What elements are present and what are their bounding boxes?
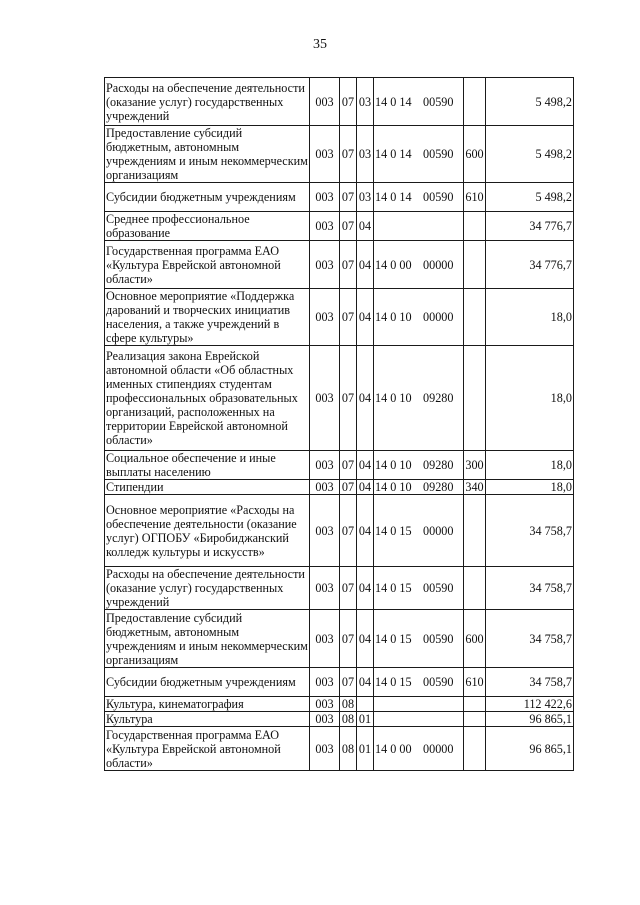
target-program-code: 14 0 15: [375, 523, 412, 538]
target-direction-code: 09280: [423, 458, 454, 472]
target-item-cell: [374, 480, 464, 495]
amount-cell: 18,0: [486, 451, 574, 480]
section-code-cell: 07: [340, 668, 357, 697]
admin-code-cell: 003: [310, 495, 340, 567]
expense-type-cell: [464, 346, 486, 451]
target-item-cell: [374, 567, 464, 610]
target-item-cell: [374, 289, 464, 346]
admin-code-cell: 003: [310, 241, 340, 289]
section-code-cell: 07: [340, 289, 357, 346]
table-row: [105, 610, 574, 668]
expense-type-cell: 300: [464, 451, 486, 480]
admin-code-cell: 003: [310, 480, 340, 495]
subsection-code-cell: [357, 697, 374, 712]
admin-code-cell: 003: [310, 697, 340, 712]
target-item-cell: [374, 727, 464, 771]
item-name-cell: Предоставление субсидий бюджетным, автономным учреждениям и иным некоммерческим организациям: [106, 126, 308, 182]
expense-type-cell: [464, 289, 486, 346]
amount-cell: 34 758,7: [486, 610, 574, 668]
admin-code-cell: 003: [310, 668, 340, 697]
target-direction-code: 00590: [423, 147, 454, 161]
amount-cell: 5 498,2: [486, 183, 574, 212]
target-program-code: 14 0 15: [375, 675, 412, 689]
target-item-cell: [374, 495, 464, 567]
expense-type-cell: [464, 727, 486, 771]
admin-code-cell: 003: [310, 451, 340, 480]
section-code-cell: 07: [340, 610, 357, 668]
target-item-cell: [374, 610, 464, 668]
subsection-code-cell: 03: [357, 126, 374, 183]
subsection-code-cell: 04: [357, 610, 374, 668]
target-program-code: 14 0 00: [375, 741, 412, 756]
item-name-cell: Государственная программа ЕАО «Культура Еврейской автономной области»: [105, 241, 310, 289]
expense-type-cell: 610: [464, 668, 486, 697]
amount-cell: 34 758,7: [486, 567, 574, 610]
expense-type-cell: 340: [465, 480, 484, 494]
target-item-cell: [374, 183, 464, 212]
table-row: [105, 668, 574, 697]
target-direction-code: 00590: [423, 581, 454, 595]
subsection-code-cell: 01: [357, 712, 374, 727]
section-code-cell: 07: [340, 126, 357, 183]
section-code-cell: 07: [340, 241, 357, 289]
expense-type-cell: [464, 78, 486, 126]
table-row: [105, 289, 574, 346]
budget-table-body: [105, 78, 574, 771]
item-name-cell: Стипендии: [105, 480, 310, 495]
table-row: [105, 712, 574, 727]
amount-cell: 5 498,2: [486, 126, 574, 183]
target-program-code: 14 0 14: [375, 147, 412, 161]
target-program-code: 14 0 10: [375, 458, 412, 472]
target-program-code: 14 0 10: [375, 310, 412, 324]
target-direction-code: 00590: [423, 631, 454, 646]
amount-cell: 34 758,7: [486, 668, 574, 697]
section-code-cell: 08: [340, 712, 357, 727]
admin-code-cell: 003: [310, 289, 340, 346]
target-program-code: 14 0 15: [375, 581, 412, 595]
table-row: [105, 241, 574, 289]
section-code-cell: 07: [340, 78, 357, 126]
amount-cell: 96 865,1: [486, 727, 574, 771]
table-row: [105, 346, 574, 451]
subsection-code-cell: 04: [357, 212, 374, 241]
admin-code-cell: 003: [310, 712, 340, 727]
target-item-cell: [374, 241, 464, 289]
amount-cell: 96 865,1: [486, 712, 574, 727]
target-program-code: 14 0 14: [375, 190, 412, 204]
target-program-code: 14 0 10: [375, 391, 412, 405]
section-code-cell: 07: [340, 480, 357, 495]
subsection-code-cell: 04: [357, 241, 374, 289]
section-code-cell: 07: [340, 183, 357, 212]
section-code-cell: 07: [340, 495, 357, 567]
target-direction-code: 00590: [423, 675, 454, 689]
target-direction-code: 00000: [423, 741, 454, 756]
target-program-code: 14 0 14: [375, 94, 412, 109]
target-direction-code: 00590: [423, 190, 454, 204]
table-row: [105, 78, 574, 126]
expense-type-cell: [464, 495, 486, 567]
table-row: [105, 567, 574, 610]
section-code-cell: 08: [340, 697, 357, 712]
target-program-code: 14 0 00: [375, 257, 412, 272]
target-item-cell: [374, 668, 464, 697]
amount-cell: 18,0: [486, 346, 574, 451]
target-direction-code: 00590: [423, 94, 454, 109]
table-row: [105, 126, 574, 183]
expense-type-cell: 600: [464, 126, 486, 183]
item-name-cell: Субсидии бюджетным учреждениям: [105, 183, 310, 212]
target-direction-code: 00000: [423, 310, 454, 324]
expense-type-cell: 610: [464, 183, 486, 212]
item-name-cell: Социальное обеспечение и иные выплаты населению: [105, 451, 310, 480]
target-direction-code: 00000: [423, 257, 454, 272]
subsection-code-cell: 04: [357, 495, 374, 567]
expense-type-cell: [464, 241, 486, 289]
target-direction-code: 00000: [423, 523, 454, 538]
item-name-cell: Расходы на обеспечение деятельности (оказание услуг) государственных учреждений: [105, 567, 310, 610]
subsection-code-cell: 03: [357, 78, 374, 126]
admin-code-cell: 003: [310, 727, 340, 771]
section-code-cell: 07: [340, 567, 357, 610]
item-name-cell: Основное мероприятие «Расходы на обеспечение деятельности (оказание услуг) ОГПОБУ «Биробиджанский колледж культуры и искусств»: [105, 495, 310, 567]
item-name-cell: Основное мероприятие «Поддержка дарований и творческих инициатив населения, а также учреждений в сфере культуры»: [105, 289, 310, 346]
item-name-cell: Реализация закона Еврейской автономной области «Об областных именных стипендиях студентам профессиональных образовательных организаций, расположенных на территории Еврейской автономной области»: [105, 346, 310, 451]
item-name-cell: Культура: [105, 712, 310, 727]
section-code-cell: 08: [340, 727, 357, 771]
subsection-code-cell: 04: [357, 346, 374, 451]
amount-cell: 18,0: [486, 289, 574, 346]
table-row: [105, 183, 574, 212]
budget-table: [104, 77, 574, 771]
target-program-code: 14 0 15: [375, 631, 412, 646]
admin-code-cell: 003: [310, 567, 340, 610]
target-item-cell: [374, 126, 464, 183]
page-number: 35: [313, 37, 327, 52]
amount-cell: 18,0: [486, 480, 574, 495]
admin-code-cell: 003: [310, 183, 340, 212]
subsection-code-cell: 04: [357, 451, 374, 480]
table-row: [105, 495, 574, 567]
amount-cell: 34 776,7: [486, 212, 574, 241]
admin-code-cell: 003: [310, 78, 340, 126]
target-program-code: 14 0 10: [375, 480, 412, 494]
item-name-cell: Расходы на обеспечение деятельности (оказание услуг) государственных учреждений: [105, 78, 310, 126]
table-row: [105, 697, 574, 712]
admin-code-cell: 003: [310, 126, 340, 183]
target-item-cell: [374, 346, 464, 451]
subsection-code-cell: 04: [357, 567, 374, 610]
target-direction-code: 09280: [423, 480, 454, 494]
item-name-cell: Государственная программа ЕАО «Культура Еврейской автономной области»: [105, 727, 310, 771]
amount-cell: 5 498,2: [486, 78, 574, 126]
expense-type-cell: [464, 567, 486, 610]
table-row: [105, 451, 574, 480]
admin-code-cell: 003: [310, 346, 340, 451]
section-code-cell: 07: [340, 451, 357, 480]
subsection-code-cell: 04: [357, 480, 374, 495]
item-name-cell: Субсидии бюджетным учреждениям: [105, 668, 310, 697]
target-item-cell: [374, 451, 464, 480]
amount-cell: 34 758,7: [486, 495, 574, 567]
table-row: [105, 212, 574, 241]
section-code-cell: 07: [340, 346, 357, 451]
admin-code-cell: 003: [310, 212, 340, 241]
expense-type-cell: [464, 697, 486, 712]
table-row: [105, 480, 574, 495]
target-item-cell: [374, 712, 464, 727]
expense-type-cell: [464, 712, 486, 727]
amount-cell: 34 776,7: [486, 241, 574, 289]
subsection-code-cell: 03: [357, 183, 374, 212]
item-name-cell: Среднее профессиональное образование: [105, 212, 310, 241]
expense-type-cell: [464, 212, 486, 241]
target-item-cell: [374, 78, 464, 126]
target-item-cell: [374, 697, 464, 712]
subsection-code-cell: 01: [357, 727, 374, 771]
amount-cell: 112 422,6: [486, 697, 574, 712]
item-name-cell: Предоставление субсидий бюджетным, автономным учреждениям и иным некоммерческим организациям: [106, 610, 308, 667]
table-row: [105, 727, 574, 771]
subsection-code-cell: 04: [357, 668, 374, 697]
item-name-cell: Культура, кинематография: [105, 697, 310, 712]
expense-type-cell: 600: [464, 610, 486, 668]
section-code-cell: 07: [340, 212, 357, 241]
target-direction-code: 09280: [423, 391, 454, 405]
target-item-cell: [374, 212, 464, 241]
admin-code-cell: 003: [310, 610, 340, 668]
subsection-code-cell: 04: [357, 289, 374, 346]
